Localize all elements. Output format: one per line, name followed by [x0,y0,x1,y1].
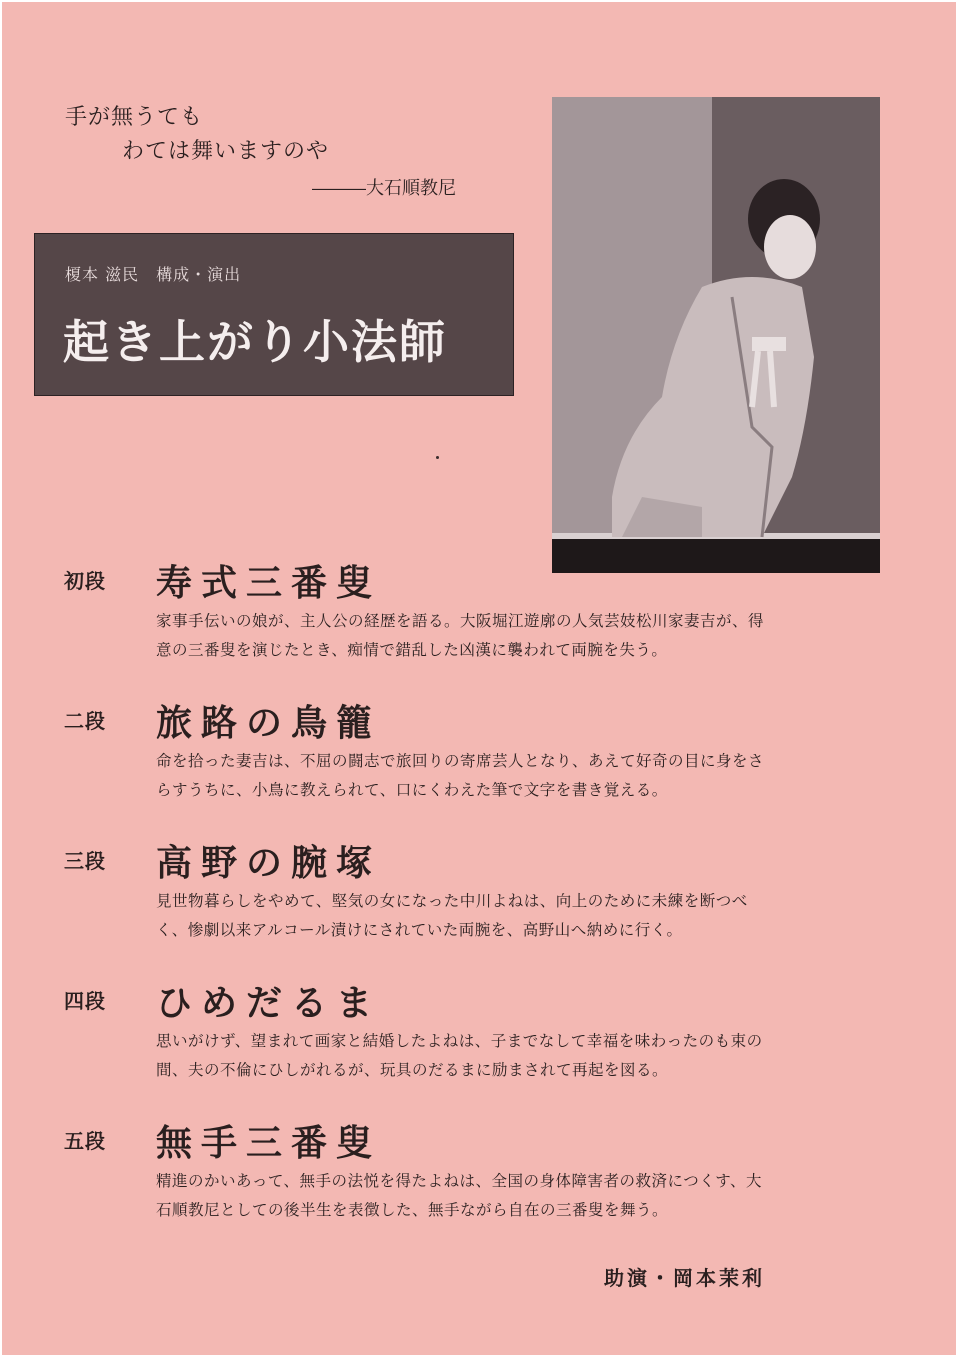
section-body: 家事手伝いの娘が、主人公の経歴を語る。大阪堀江遊廓の人気芸妓松川家妻吉が、得意の三番叟を演じたとき、痴情で錯乱した凶漢に襲われて両腕を失う。 [156,612,765,659]
section-title: ひめだるま [156,982,382,1024]
quote-line-2: わては舞いますのや [122,139,330,164]
section-body: 精進のかいあって、無手の法悦を得たよねは、全国の身体障害者の救済につくす、大石順教尼としての後半生を表徴した、無手ながら自在の三番叟を舞う。 [156,1172,762,1219]
assistant-credit: 助演・岡本茉利 [604,1266,765,1290]
section-title: 無手三番叟 [156,1122,382,1164]
section-body: 見世物暮らしをやめて、堅気の女になった中川よねは、向上のために未練を断つべく、惨劇以来アルコール漬けにされていた両腕を、高野山へ納めに行く。 [156,892,748,939]
section-label: 三段 [64,849,106,873]
performer-photo [552,97,880,573]
quote-line-1: 手が無うても [65,105,204,130]
performer-photo-icon [552,97,880,573]
section-body: 命を拾った妻吉は、不屈の闘志で旅回りの寄席芸人となり、あえて好奇の目に身をさらすうちに、小鳥に教えられて、口にくわえた筆で文字を書き覚える。 [156,752,765,799]
section-title: 寿式三番叟 [156,562,382,604]
section-label: 二段 [64,709,106,733]
play-title: 起き上がり小法師 [63,315,447,369]
section-body: 思いがけず、望まれて画家と結婚したよねは、子までなして幸福を味わったのも束の間、夫の不倫にひしがれるが、玩具のだるまに励まされて再起を図る。 [156,1032,763,1079]
section-title: 高野の腕塚 [156,842,382,884]
section-label: 五段 [64,1129,106,1153]
section-title: 旅路の鳥籠 [156,702,382,744]
speck [436,456,439,459]
section-label: 四段 [64,989,106,1013]
section-label: 初段 [64,569,106,593]
title-block [34,233,514,396]
title-credit: 榎本 滋民 構成・演出 [65,265,242,284]
quote-author: ―――大石順教尼 [312,178,456,199]
